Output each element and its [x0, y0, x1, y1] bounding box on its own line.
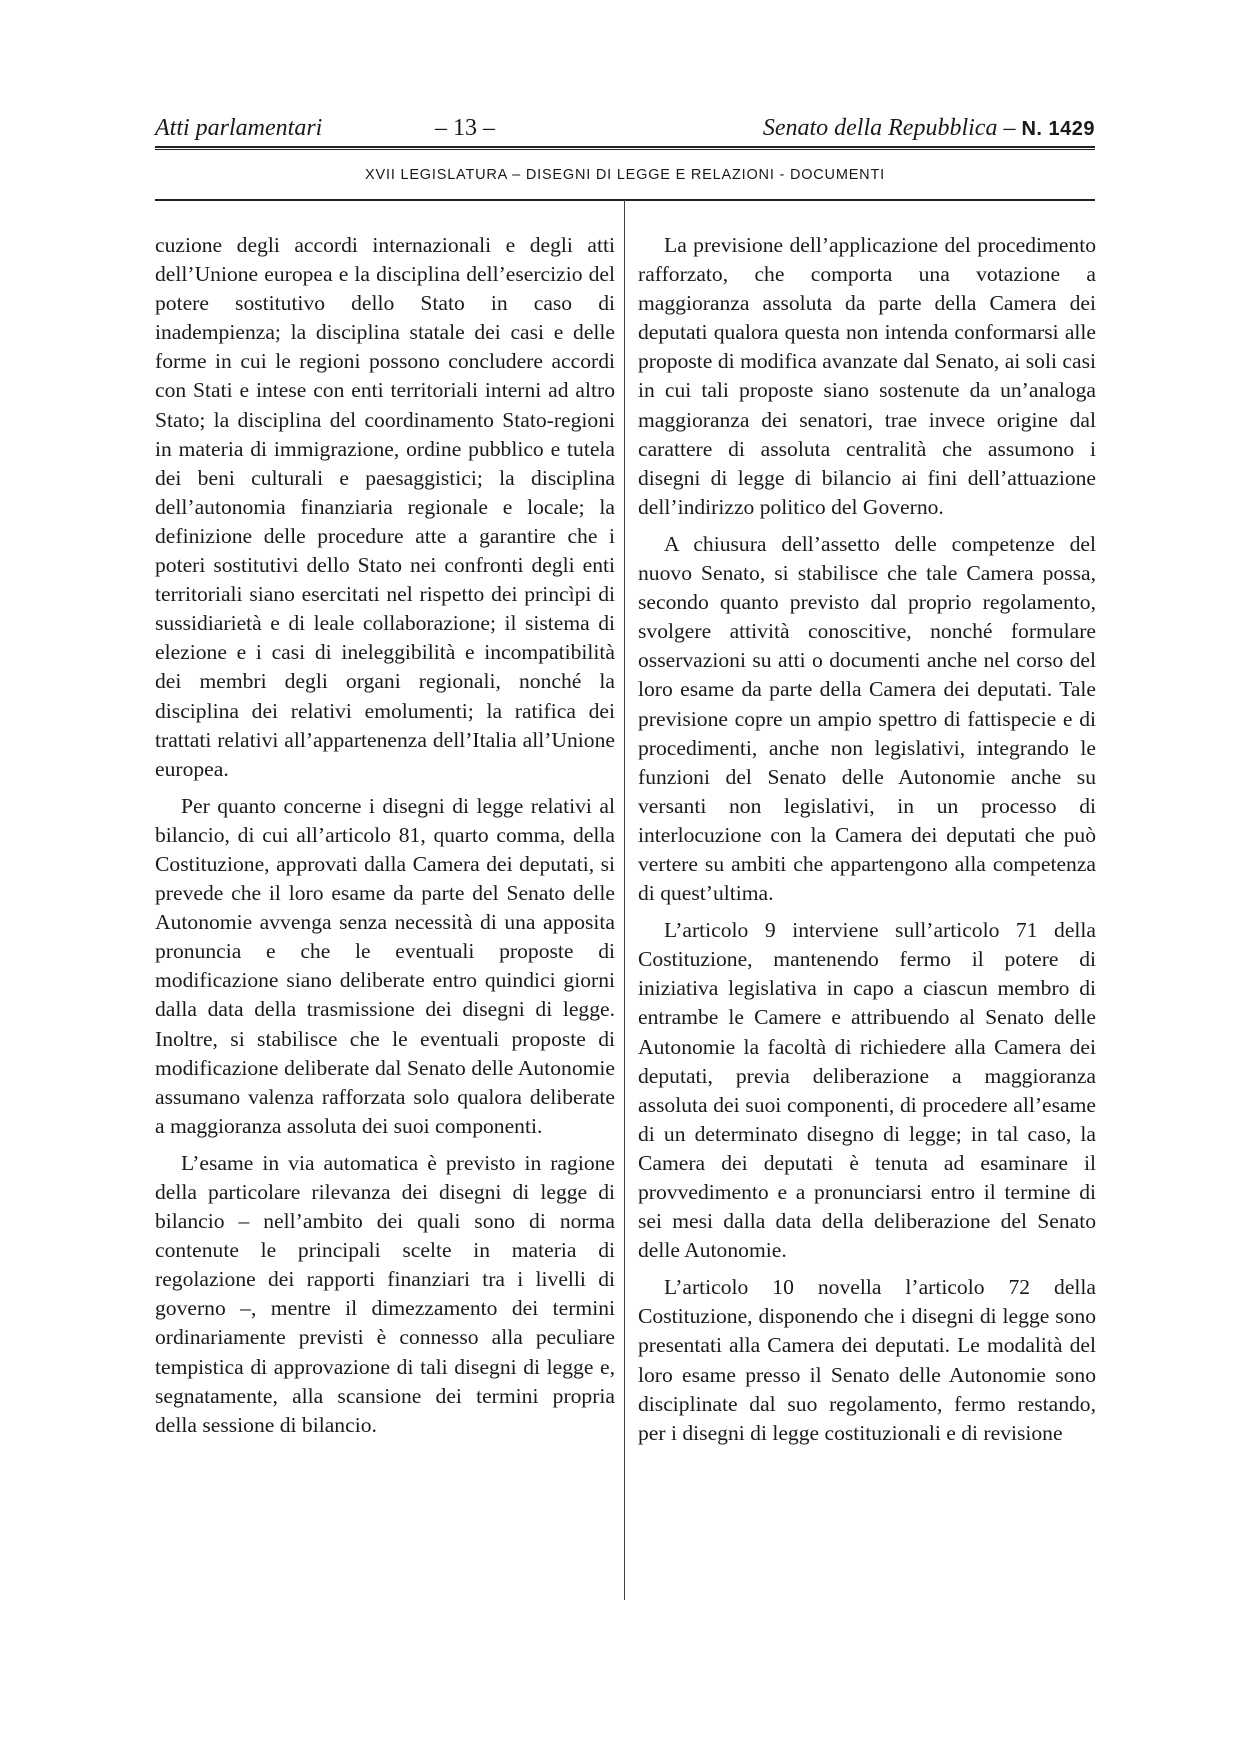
header-publication: Atti parlamentari	[155, 115, 323, 141]
right-paragraph-2: A chiusura dell’assetto delle competenze del nuovo Senato, si stabilisce che tale Camera possa, secondo quanto previsto dal proprio regolamento, svolgere attività conoscitive, nonché formulare osservazioni su atti o documenti anche nel corso del loro esame da parte della Camera dei deputati. Tale previsione copre un ampio spettro di fattispecie e di procedimenti, anche non legislativi, integrando le funzioni del Senato delle Autonomie anche su versanti non legislativi, in un processo di interlocuzione con la Camera dei deputati che può vertere su ambiti che appartengono alla competenza di quest’ultima.	[638, 531, 1096, 906]
left-paragraph-2: Per quanto concerne i disegni di legge relativi al bilancio, di cui all’articolo 81, quarto comma, della Costituzione, approvati dalla Camera dei deputati, si prevede che il loro esame da parte del Senato delle Autonomie avvenga senza necessità di una apposita pronuncia e che le eventuali proposte di modificazione siano deliberate entro quindici giorni dalla data della trasmissione dei disegni di legge. Inoltre, si stabilisce che le eventuali proposte di modificazione deliberate dal Senato delle Autonomie assumano valenza rafforzata solo qualora deliberate a maggioranza assoluta dei suoi componenti.	[155, 793, 615, 1138]
header-subtitle: XVII LEGISLATURA – DISEGNI DI LEGGE E RELAZIONI - DOCUMENTI	[365, 167, 885, 183]
header-page-number: – 13 –	[435, 115, 495, 141]
right-paragraph-3: L’articolo 9 interviene sull’articolo 71 della Costituzione, mantenendo fermo il potere di iniziativa legislativa in capo a ciascun membro di entrambe le Camere e attribuendo al Senato delle Autonomie la facoltà di richiedere alla Camera dei deputati, previa deliberazione a maggioranza assoluta dei suoi componenti, di procedere all’esame di un determinato disegno di legge; in tal caso, la Camera dei deputati è tenuta ad esaminare il provvedimento e a pronunciarsi entro il termine di sei mesi dalla data della deliberazione del Senato delle Autonomie.	[638, 918, 1096, 1263]
header-document-id	[763, 115, 1095, 142]
left-column	[155, 231, 615, 1440]
left-paragraph-3: L’esame in via automatica è previsto in ragione della particolare rilevanza dei disegni di legge di bilancio – nell’ambito dei quali sono di norma contenute le principali scelte in materia di regolazione dei rapporti finanziari tra i livelli di governo –, mentre il dimezzamento dei termini ordinariamente previsti è connesso alla peculiare tempistica di approvazione di tali disegni di legge e, segnatamente, alla scansione dei termini propria della sessione di bilancio.	[155, 1150, 615, 1437]
running-header	[155, 115, 1095, 145]
right-paragraph-4: L’articolo 10 novella l’articolo 72 della Costituzione, disponendo che i disegni di legge sono presentati alla Camera dei deputati. Le modalità del loro esame presso il Senato delle Autonomie sono disciplinate dal suo regolamento, fermo restando, per i disegni di legge costituzionali e di revisione	[638, 1275, 1096, 1445]
left-paragraph-1: cuzione degli accordi internazionali e degli atti dell’Unione europea e la disciplina dell’esercizio del potere sostitutivo dello Stato in caso di inadempienza; la disciplina statale dei casi e delle forme in cui le regioni possono concludere accordi con Stati e intese con enti territoriali interni ad altro Stato; la disciplina del coordinamento Stato-regioni in materia di immigrazione, ordine pubblico e tutela dei beni culturali e paesaggistici; la disciplina dell’autonomia finanziaria regionale e locale; la definizione delle procedure atte a garantire che i poteri sostitutivi dello Stato nei confronti degli enti territoriali siano esercitati nel rispetto dei princìpi di sussidiarietà e di leale collaborazione; il sistema di elezione e i casi di ineleggibilità e incompatibilità dei membri degli organi regionali, nonché la disciplina dei relativi emolumenti; la ratifica dei trattati relativi all’appartenenza dell’Italia all’Unione europea.	[155, 233, 615, 781]
header-doc-number: N. 1429	[1021, 118, 1095, 140]
column-divider	[624, 200, 625, 1600]
right-column	[638, 231, 1096, 1448]
header-dash: –	[1003, 115, 1016, 141]
header-double-rule	[155, 146, 1095, 150]
right-paragraph-1: La previsione dell’applicazione del procedimento rafforzato, che comporta una votazione a maggioranza assoluta da parte della Camera dei deputati qualora questa non intenda conformarsi alle proposte di modifica avanzate dal Senato, ai soli casi in cui tali proposte siano sostenute da un’analoga maggioranza dei senatori, trae invece origine dal carattere di assoluta centralità che assumono i disegni di legge di bilancio ai fini dell’attuazione dell’indirizzo politico del Governo.	[638, 233, 1096, 519]
header-senate: Senato della Repubblica	[762, 115, 998, 141]
header-bottom-rule	[155, 199, 1095, 201]
